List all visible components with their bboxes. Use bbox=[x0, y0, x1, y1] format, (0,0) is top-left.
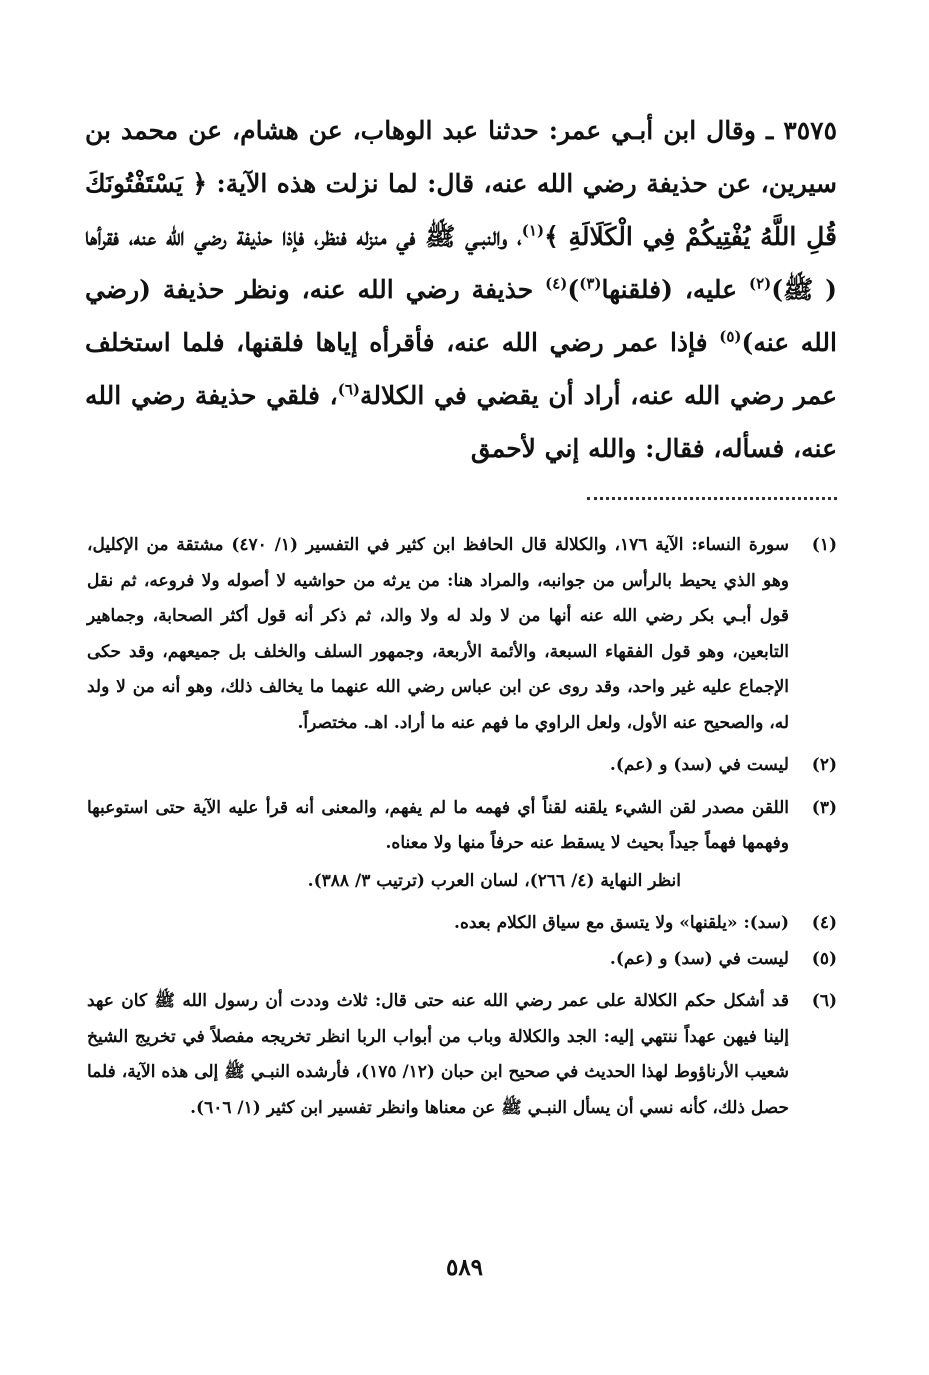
footnote-number: (٦) bbox=[811, 991, 837, 1011]
footnote-ref-6: (٦) bbox=[337, 380, 360, 399]
hadith-text-7: ، فلقي حذيفة رضي الله عنه، فسأله، فقال: والله إني لأحمق bbox=[85, 381, 837, 463]
footnote-3 bbox=[87, 791, 837, 900]
hadith-text-3: عليه، (فلقنها bbox=[601, 275, 749, 304]
hadith-paragraph bbox=[85, 104, 837, 475]
footnote-ref-1: (١) bbox=[521, 221, 545, 240]
footnote-number: (٤) bbox=[811, 913, 837, 933]
footnote-number: (١) bbox=[811, 535, 837, 555]
footnote-number: (٢) bbox=[811, 755, 837, 775]
footnote-body bbox=[87, 791, 789, 900]
hadith-text-4: ) bbox=[567, 275, 580, 304]
footnote-number: (٥) bbox=[811, 948, 837, 969]
footnote-ref-4: (٤) bbox=[545, 274, 568, 293]
footnote-text: (سد): «يلقنها» ولا يتسق مع سياق الكلام بعده. bbox=[454, 913, 789, 933]
footnote-text: اللقن مصدر لقن الشيء يلقنه لقناً أي فهمه ما لم يفهم، والمعنى أنه قرأ عليه الآية حتى استوعبها وفهمها فهماً جيداً بحيث لا يسقط عنه حرفاً منها ولا معناه. bbox=[87, 797, 789, 853]
footnote-text: ليست في (سد) و (عم). bbox=[609, 948, 789, 969]
footnote-ref-3: (٣) bbox=[579, 274, 602, 293]
footnote-1 bbox=[87, 528, 837, 741]
hadith-text-1: وقال ابن أبـي عمر: حدثنا عبد الوهاب، عن هشام، عن محمد بن سيرين، عن حذيفة رضي الله عنه، قال: لما نزلت هذه الآية: bbox=[85, 116, 837, 198]
quran-verse: ﴿ يَسْتَفْتُونَكَ قُلِ اللَّهُ يُفْتِيكُمْ فِي الْكَلَالَةِ ﴾ bbox=[85, 169, 838, 251]
hadith-text-5: حذيفة رضي الله عنه، ونظر حذيفة (رضي الله عنه) bbox=[85, 275, 837, 357]
hadith-text-6: فإذا عمر رضي الله عنه، فأقرأه إياها فلقنها، فلما استخلف عمر رضي الله عنه، أراد أن يقضي في الكلالة bbox=[85, 328, 837, 410]
footnote-text: قد أشكل حكم الكلالة على عمر رضي الله عنه حتى قال: ثلاث وددت أن رسول الله ﷺ كان عهد إلينا فيهن عهداً ننتهي إليه: الجد والكلالة وباب من أبواب الربا انظر تخريجه مفصلاً في تخريج الشيخ شعيب الأرناؤوط لهذا الحديث في صحيح ابن حبان (١٢/ ١٧٥)، فأرشده النبـي ﷺ إلى هذه الآية، فلما حصل ذلك، كأنه نسي أن يسأل النبـي ﷺ عن معناها وانظر تفسير ابن كثير (١/ ٦٠٦). bbox=[87, 991, 789, 1118]
footnote-ref-5: (٥) bbox=[719, 327, 742, 346]
footnote-2 bbox=[87, 748, 837, 784]
footnote-reference-note: انظر النهاية (٤/ ٢٦٦)، لسان العرب (ترتيب ٣/ ٣٨٨). bbox=[307, 870, 681, 891]
footnotes-list bbox=[87, 528, 837, 1133]
footnote-6 bbox=[87, 984, 837, 1126]
hadith-number: ٣٥٧٥ ـ bbox=[765, 116, 837, 145]
footnote-number: (٣) bbox=[811, 797, 837, 818]
footnote-separator bbox=[587, 497, 837, 500]
footnote-4 bbox=[87, 906, 837, 942]
page-number: ٥٨٩ bbox=[445, 1254, 484, 1281]
footnote-ref-2: (٢) bbox=[748, 274, 772, 293]
footnote-text: سورة النساء: الآية ١٧٦، والكلالة قال الحافظ ابن كثير في التفسير (١/ ٤٧٠) مشتقة من الإكليل، وهو الذي يحيط بالرأس من جوانبه، والمراد هنا: من يرثه من حواشيه لا أصوله ولا فروعه، ثم نقل قول أبـي بكر رضي الله عنه أنها من لا ولد له ولا والد، ثم ذكر أنه قول أكثر الصحابة، وجماهير التابعين، وهو قول الفقهاء السبعة، والأئمة الأربعة، وجمهور السلف والخلف بل جميعهم، وقد حكى الإجماع عليه غير واحد، وقد روى عن ابن عباس رضي الله عنهما ما يخالف ذلك، وهو أنه من لا ولد له، والصحيح عنه الأول، ولعل الراوي ما فهم عنه ما أراد. اهـ. مختصراً. bbox=[87, 535, 790, 733]
footnote-5 bbox=[87, 942, 837, 978]
hadith-text-2: ، والنبـي ﷺ في منزله فنظر، فإذا حذيفة رضي الله عنه، فقرأها ( ﷺ) bbox=[85, 222, 837, 304]
footnote-text: ليست في (سد) و (عم). bbox=[609, 755, 789, 775]
